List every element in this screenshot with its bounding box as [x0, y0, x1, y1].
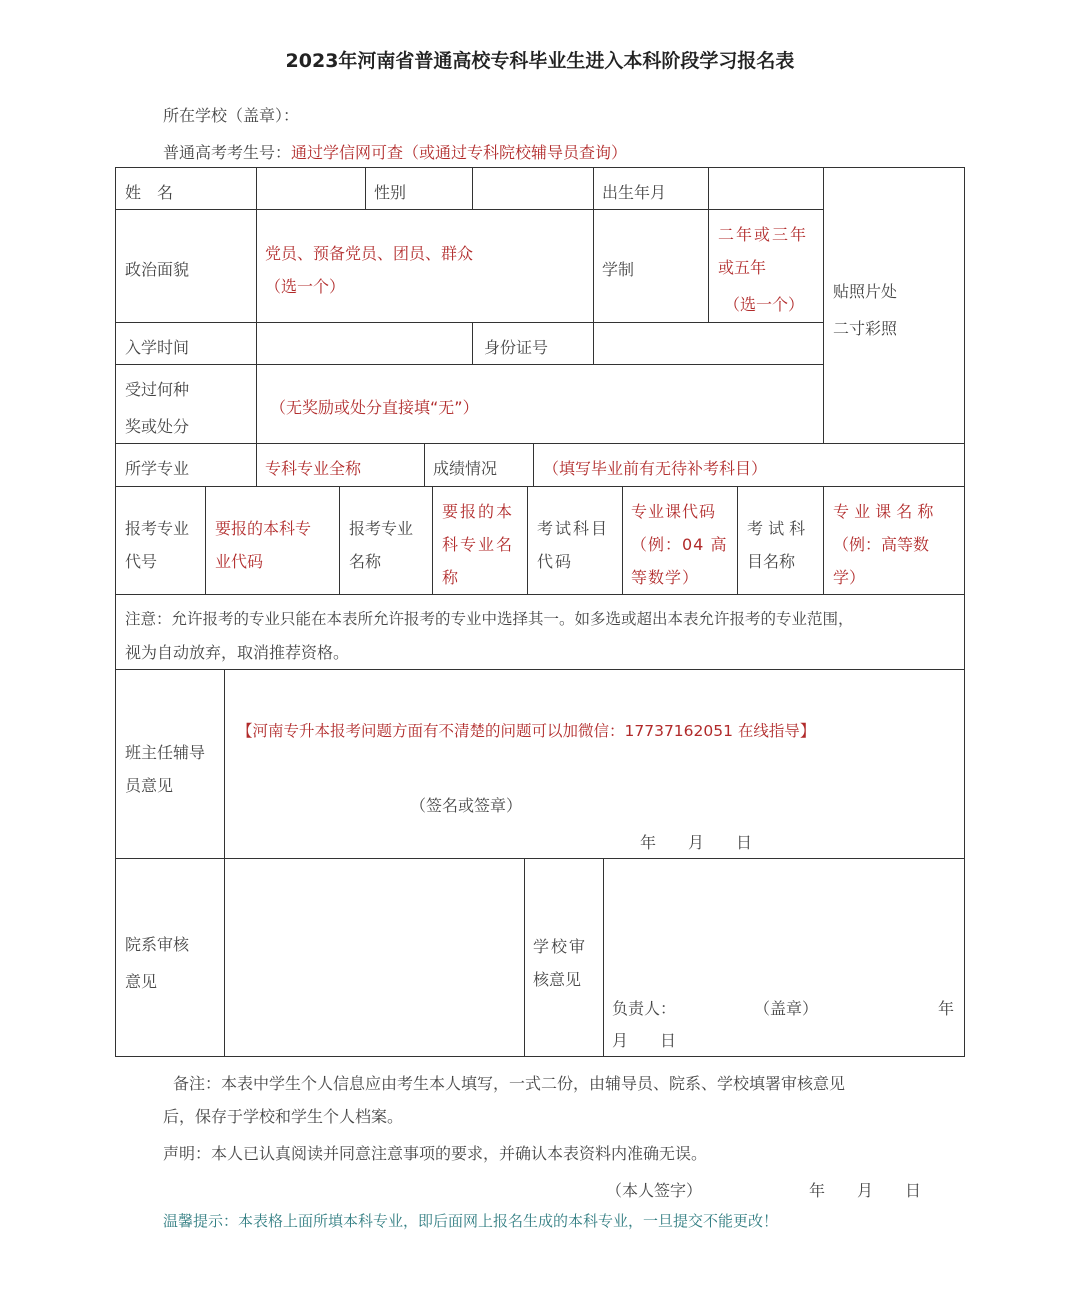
exam-name-label [747, 512, 805, 578]
exam-code-hint[interactable] [631, 495, 727, 594]
note-line-2: 视为自动放弃，取消推荐资格。 [125, 643, 350, 662]
dept-review-field[interactable] [229, 862, 519, 1052]
apply-code-label-2: 代号 [125, 552, 158, 571]
col-divider [524, 858, 525, 1057]
review-year: 年 [938, 999, 955, 1018]
col-divider [256, 167, 257, 443]
birth-field[interactable] [713, 172, 818, 206]
duration-hint-3: （选一个） [724, 295, 805, 314]
name-label: 姓 名 [125, 183, 174, 202]
id-field[interactable] [598, 327, 820, 361]
responsible-label[interactable]: 负责人： [612, 999, 677, 1018]
col-divider [256, 443, 257, 486]
remarks-line-2: 后，保存于学校和学生个人档案。 [163, 1107, 404, 1126]
exam-name-hint-2: （例：高等数 [833, 535, 930, 554]
apply-name-hint[interactable] [442, 495, 514, 594]
exam-no-line [163, 140, 627, 163]
birth-label: 出生年月 [602, 183, 667, 202]
form-title: 2023年河南省普通高校专科毕业生进入本科阶段学习报名表 [285, 50, 795, 72]
row-divider [115, 594, 965, 595]
apply-name-hint-2: 科专业名 [442, 535, 515, 554]
col-divider [424, 443, 425, 486]
counselor-sign[interactable]: （签名或签章） [410, 796, 523, 815]
row-divider [115, 443, 965, 444]
photo-label-2: 二寸彩照 [833, 319, 898, 338]
apply-name-label-1: 报考专业 [349, 519, 414, 538]
col-divider [339, 486, 340, 594]
declaration: 声明：本人已认真阅读并同意注意事项的要求，并确认本表资料内准确无误。 [163, 1144, 708, 1163]
apply-code-hint-1: 要报的本科专 [215, 519, 312, 538]
apply-code-hint-2: 业代码 [215, 552, 264, 571]
wechat-notice: 【河南专升本报考问题方面有不清楚的问题可以加微信：17737162051 在线指导】 [237, 722, 816, 740]
exam-no-label: 普通高考考生号： [163, 143, 292, 162]
enroll-label: 入学时间 [125, 338, 190, 357]
note-line-1: 注意：允许报考的专业只能在本表所允许报考的专业中选择其一。如多选或超出本表允许报考的专业范围， [125, 610, 854, 628]
exam-name-hint-1: 专 业 课 名 称 [833, 502, 934, 521]
apply-name-hint-3: 称 [442, 568, 461, 587]
politics-hint[interactable]: 党员、预备党员、团员、群众 [265, 244, 474, 263]
col-divider [823, 167, 824, 443]
name-field[interactable] [260, 172, 360, 206]
remarks-line-1: 备注：本表中学生个人信息应由考生本人填写，一式二份，由辅导员、院系、学校填署审核意见 [173, 1074, 846, 1093]
duration-label: 学制 [602, 260, 635, 279]
gender-field[interactable] [477, 172, 589, 206]
exam-code-hint-1: 专业课代码 [631, 502, 717, 521]
col-divider [432, 486, 433, 594]
col-divider [365, 167, 366, 209]
col-divider [593, 167, 594, 209]
col-divider [527, 486, 528, 594]
counselor-label-2: 员意见 [125, 776, 174, 795]
school-label: 所在学校（盖章）： [163, 106, 300, 125]
exam-code-hint-2: （例：04 高 [631, 535, 728, 554]
col-divider [622, 486, 623, 594]
col-divider [593, 209, 594, 364]
review-month-day: 月 日 [612, 1031, 677, 1050]
counselor-label-1: 班主任辅导 [125, 743, 206, 762]
grades-hint[interactable]: （填写毕业前有无待补考科目） [543, 459, 768, 478]
row-divider [115, 669, 965, 670]
apply-code-label [125, 512, 189, 578]
awards-label-2: 奖或处分 [125, 417, 190, 436]
seal-label: （盖章） [754, 999, 819, 1018]
exam-name-label-2: 目名称 [747, 552, 796, 571]
politics-label: 政治面貌 [125, 260, 190, 279]
dept-label-1: 院系审核 [125, 935, 190, 954]
enroll-field[interactable] [260, 327, 468, 361]
exam-code-hint-3: 等数学） [631, 568, 700, 587]
col-divider [205, 486, 206, 594]
row-divider [115, 858, 965, 859]
dept-label-2: 意见 [125, 972, 158, 991]
apply-name-label [349, 512, 413, 578]
row-divider [115, 209, 823, 210]
politics-hint-2: （选一个） [265, 277, 346, 296]
col-divider [603, 858, 604, 1057]
exam-code-label [537, 512, 609, 578]
photo-box[interactable] [826, 170, 963, 440]
col-divider [472, 322, 473, 364]
exam-no-hint: 通过学信网可查（或通过专科院校辅导员查询） [291, 143, 628, 162]
col-divider [737, 486, 738, 594]
grades-label: 成绩情况 [433, 459, 498, 478]
row-divider [115, 364, 823, 365]
major-hint[interactable]: 专科专业全称 [265, 459, 362, 478]
signature-date[interactable]: 年 月 日 [809, 1181, 922, 1200]
major-label: 所学专业 [125, 459, 190, 478]
apply-code-hint[interactable] [215, 512, 311, 578]
self-signature[interactable]: （本人签字） [606, 1181, 703, 1200]
id-label: 身份证号 [484, 338, 549, 357]
apply-code-label-1: 报考专业 [125, 519, 190, 538]
col-divider [224, 669, 225, 1057]
col-divider [708, 167, 709, 322]
col-divider [823, 486, 824, 594]
exam-name-hint-3: 学） [833, 568, 866, 587]
row-divider [115, 486, 965, 487]
col-divider [472, 167, 473, 209]
duration-hint-1[interactable]: 二年或三年 [718, 225, 809, 244]
school-review-label-1: 学校审 [533, 937, 588, 956]
col-divider [533, 443, 534, 486]
gender-label: 性别 [374, 183, 407, 202]
apply-name-hint-1: 要报的本 [442, 502, 515, 521]
photo-label-1: 贴照片处 [833, 282, 898, 301]
school-review-label-2: 核意见 [533, 970, 582, 989]
apply-name-label-2: 名称 [349, 552, 382, 571]
tip: 温馨提示：本表格上面所填本科专业，即后面网上报名生成的本科专业，一旦提交不能更改！ [163, 1212, 779, 1230]
counselor-date[interactable]: 年 月 日 [640, 833, 753, 852]
exam-name-hint[interactable] [833, 495, 933, 594]
duration-hint-2: 或五年 [718, 258, 767, 277]
exam-code-label-1: 考试科目 [537, 519, 610, 538]
exam-name-label-1: 考 试 科 [747, 519, 806, 538]
row-divider [115, 322, 823, 323]
exam-code-label-2: 代码 [537, 552, 574, 571]
awards-label-1: 受过何种 [125, 380, 190, 399]
awards-hint[interactable]: （无奖励或处分直接填“无”） [270, 398, 479, 417]
